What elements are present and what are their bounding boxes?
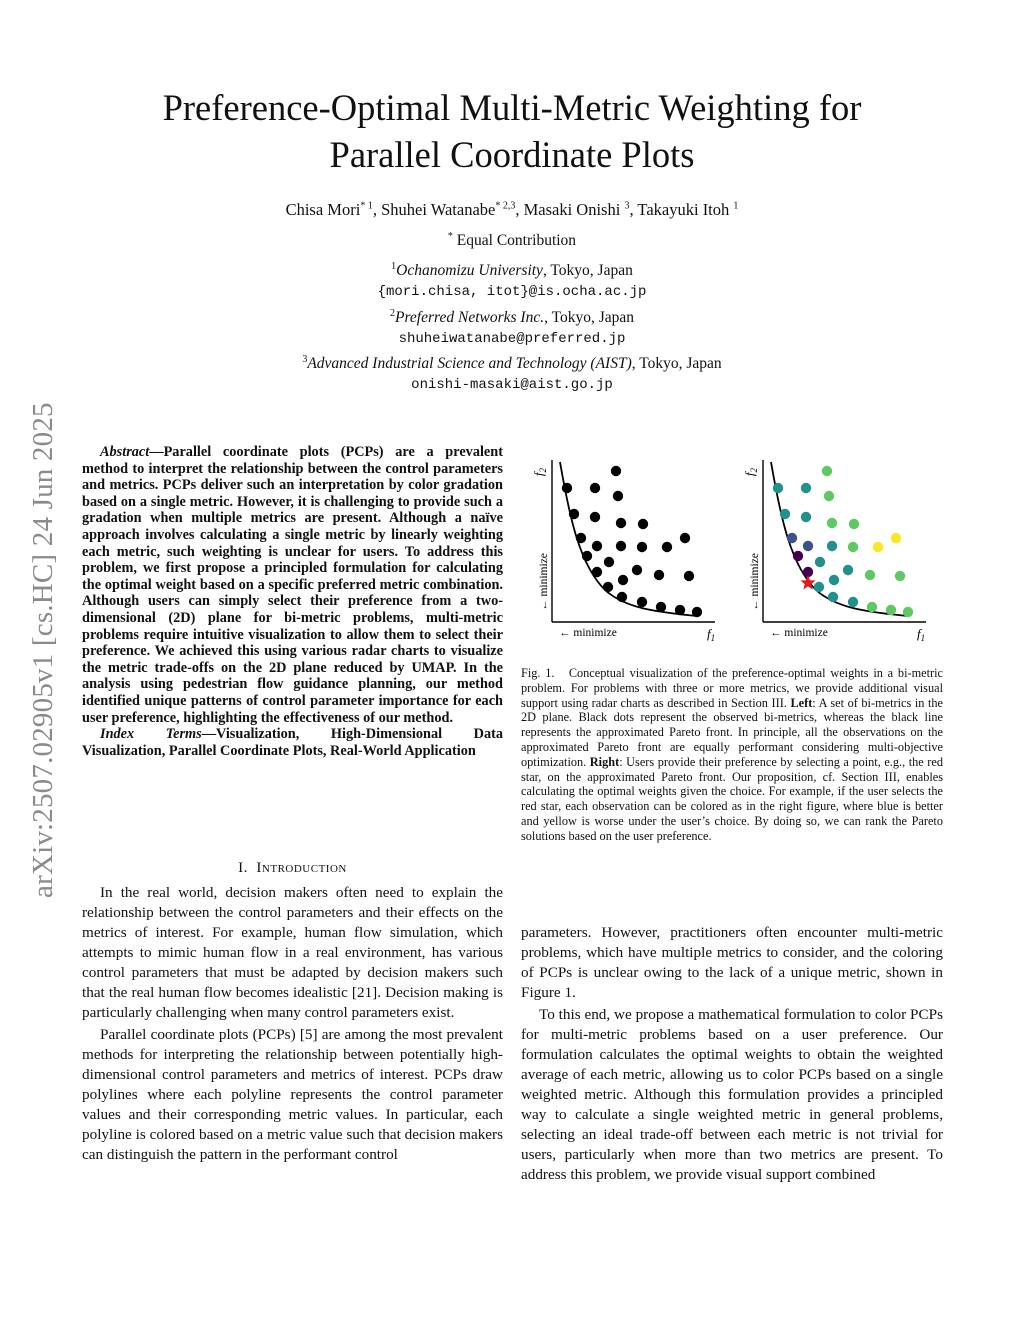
observation-dot	[590, 512, 600, 522]
colored-observation-dot	[773, 483, 783, 493]
equal-contribution-note: * Equal Contribution	[447, 230, 577, 249]
section-title: Introduction	[256, 860, 347, 876]
intro-paragraph-1: In the real world, decision makers often need to explain the relationship between the control parameters and their effects on the metrics of interest. For example, human flow simulation, which attempts to mimic human flow in a real environment, has various control parameters that must be adapted by decision makers such that the real human flow becomes idealistic [21]. Decision making is particularly challenging when many control parameters exist.	[82, 884, 503, 1021]
observation-dot	[616, 518, 626, 528]
affiliation-1-email: {mori.chisa, itot}@is.ocha.ac.jp	[377, 284, 647, 300]
observation-dot	[656, 602, 666, 612]
index-terms-paragraph	[82, 726, 503, 759]
colored-observation-dot	[827, 541, 837, 551]
left-x-minimize: ← minimize	[559, 627, 617, 639]
colored-observation-dot	[848, 597, 858, 607]
affiliation-name: Preferred Networks Inc.	[395, 309, 545, 326]
left-y-minimize: ← minimize	[538, 553, 550, 611]
title-line-2: Parallel Coordinate Plots	[329, 134, 695, 175]
colored-observation-dot	[865, 570, 875, 580]
affiliation-3-email: onishi-masaki@aist.go.jp	[411, 377, 613, 393]
observation-dot	[592, 541, 602, 551]
observation-dot	[611, 466, 621, 476]
index-terms-text: —Visualization, High-Dimensional Data Visualization, Parallel Coordinate Plots, Real-World Application	[82, 726, 503, 759]
affiliation-place: , Tokyo, Japan	[542, 262, 633, 279]
author-sup: * 2,3	[495, 200, 516, 212]
introduction-left-column	[82, 883, 503, 1167]
right-y-minimize: ← minimize	[749, 553, 761, 611]
observation-dot	[632, 565, 642, 575]
figure-right-panel	[742, 460, 926, 643]
observation-dot	[692, 607, 702, 617]
equal-contribution-text: Equal Contribution	[456, 232, 577, 249]
affiliation-number: 3	[302, 353, 308, 365]
colored-observation-dot	[895, 571, 905, 581]
colored-observation-dot	[824, 491, 834, 501]
caption-text-1: Conceptual visualization of the preference-optimal weights in a bi-metric problem. For problems with three or more metrics, we provide additional visual support using radar charts as described in Section III.	[521, 666, 943, 710]
caption-right-label: Right	[589, 754, 620, 769]
left-observations	[562, 466, 702, 617]
colored-observation-dot	[903, 607, 913, 617]
caption-label: Fig. 1.	[521, 666, 555, 680]
colored-observation-dot	[843, 565, 853, 575]
colored-observation-dot	[787, 533, 797, 543]
abstract-block	[82, 444, 503, 759]
abstract-label: Abstract	[100, 444, 150, 460]
colored-observation-dot	[814, 582, 824, 592]
colored-observation-dot	[891, 533, 901, 543]
observation-dot	[637, 542, 647, 552]
observation-dot	[662, 542, 672, 552]
colored-observation-dot	[780, 509, 790, 519]
affiliation-3	[100, 354, 924, 374]
author-name: Takayuki Itoh	[637, 200, 730, 219]
figure-1	[525, 450, 945, 650]
left-x-label: $f_1$	[707, 626, 716, 643]
colored-observation-dot	[803, 541, 813, 551]
figure-left-panel	[531, 460, 715, 643]
right-paragraph-2: To this end, we propose a mathematical formulation to color PCPs for multi-metric problems based on a user preference. Our formulation calculates the optimal weights to obtain the weighted average of each metric, allowing us to color PCPs based on a single weighted metric. Although this formulation provides a principled way to calculate a single weighted metric in general problems, selecting an ideal trade-off between each metric is not trivial for users, particularly when more than two metrics are present. To address this problem, we provide visual support combined	[521, 1006, 943, 1183]
arxiv-watermark: arXiv:2507.02905v1 [cs.HC] 24 Jun 2025	[27, 402, 59, 898]
affiliation-number: 2	[390, 307, 395, 319]
title-line-1: Preference-Optimal Multi-Metric Weighting for	[162, 87, 862, 128]
observation-dot	[603, 582, 613, 592]
right-y-label: $f_2$	[742, 467, 759, 477]
colored-observation-dot	[829, 575, 839, 585]
colored-observation-dot	[873, 542, 883, 552]
observation-dot	[613, 491, 623, 501]
colored-observation-dot	[867, 602, 877, 612]
caption-left-label: Left	[790, 695, 813, 710]
observation-dot	[675, 605, 685, 615]
affiliation-1	[100, 261, 924, 281]
observation-dot	[638, 519, 648, 529]
paper-title	[60, 84, 964, 178]
observation-dot	[569, 509, 579, 519]
affiliation-name: Advanced Industrial Science and Technology (AIST)	[307, 355, 632, 372]
colored-observation-dot	[822, 466, 832, 476]
affiliation-place: , Tokyo, Japan	[631, 355, 722, 372]
figure-1-caption	[521, 666, 943, 844]
introduction-right-column	[521, 923, 943, 1187]
colored-observation-dot	[827, 518, 837, 528]
right-paragraph-1: parameters. However, practitioners often encounter multi-metric problems, which have multiple metrics to consider, and the coloring of PCPs is unclear owing to the lack of a unique metric, shown in Figure 1.	[521, 924, 943, 1001]
observation-dot	[617, 592, 627, 602]
intro-paragraph-2: Parallel coordinate plots (PCPs) [5] are among the most prevalent methods for interpreting the relationship between potentially high-dimensional control parameters and metrics of interest. PCPs draw polylines where each polyline represents the control parameter values and their corresponding metric values. In particular, each polyline is colored based on a metric value such that decision makers can distinguish the pattern in the performant control	[82, 1026, 503, 1163]
section-number: I.	[238, 860, 248, 876]
left-y-label: $f_2$	[531, 467, 548, 477]
observation-dot	[684, 571, 694, 581]
caption-text-3: : Users provide their preference by selecting a point, e.g., the red star, on the approximated Pareto front. Our proposition, cf. Section III, enables calculating the optimal weights given the choice. For example, if the user selects the red star, each observation can be colored as in the right figure, where blue is better and yellow is worse under the user’s choice. By doing so, we can rank the Pareto solutions based on the user preference.	[521, 754, 944, 843]
affiliation-place: , Tokyo, Japan	[544, 309, 634, 326]
observation-dot	[604, 557, 614, 567]
observation-dot	[592, 567, 602, 577]
colored-observation-dot	[886, 605, 896, 615]
author-name: Masaki Onishi	[523, 200, 621, 219]
observation-dot	[680, 533, 690, 543]
colored-observation-dot	[801, 512, 811, 522]
colored-observation-dot	[801, 483, 811, 493]
observation-dot	[576, 533, 586, 543]
observation-dot	[637, 597, 647, 607]
author-sup: * 1	[360, 200, 373, 212]
observation-dot	[582, 551, 592, 561]
colored-observation-dot	[849, 519, 859, 529]
author-name: Shuhei Watanabe	[381, 200, 496, 219]
author-sup: 3	[624, 200, 630, 212]
section-heading-introduction	[82, 860, 503, 877]
colored-observation-dot	[828, 592, 838, 602]
colored-observation-dot	[848, 542, 858, 552]
affiliation-name: Ochanomizu University	[396, 262, 543, 279]
affiliation-2-email: shuheiwatanabe@preferred.jp	[398, 331, 626, 347]
right-x-minimize: ← minimize	[770, 627, 828, 639]
author-sup: 1	[733, 200, 739, 212]
index-terms-label: Index Terms	[100, 726, 202, 743]
affiliation-number: 1	[391, 260, 397, 272]
colored-observation-dot	[815, 557, 825, 567]
right-x-label: $f_1$	[917, 626, 926, 643]
right-observations	[773, 466, 913, 617]
affiliation-2	[100, 308, 924, 328]
observation-dot	[590, 483, 600, 493]
observation-dot	[562, 483, 572, 493]
colored-observation-dot	[793, 551, 803, 561]
abstract-paragraph	[82, 444, 503, 726]
observation-dot	[654, 570, 664, 580]
abstract-text: —Parallel coordinate plots (PCPs) are a prevalent method to interpret the relationship between the control parameters and metrics. PCPs deliver such an interpretation by color gradation based on a single metric. However, it is challenging to provide such a gradation when multiple metrics are present. Although a naïve approach involves calculating a single metric by linearly weighting each metric, such weighting is unclear for users. To address this problem, we first propose a principled formulation for calculating the optimal weight based on a specific preferred metric combination. Although users can simply select their preference from a two-dimensional (2D) plane for bi-metric problems, multi-metric problems require intuitive visualization to allow them to select their preference. We achieved this using various radar charts to visualize the metric trade-offs on the 2D plane reduced by UMAP. In the analysis using pedestrian flow guidance planning, our method identified unique patterns of control parameter importance for each user preference, highlighting the effectiveness of our method.	[82, 444, 503, 726]
author-name: Chisa Mori	[285, 200, 361, 219]
observation-dot	[616, 541, 626, 551]
observation-dot	[618, 575, 628, 585]
caption-text-2: : A set of bi-metrics in the 2D plane. Black dots represent the observed bi-metrics, whereas the black line represents the approximated Pareto front. In principle, all the observations on the approximated Pareto front are equally performant considering multi-objective optimization.	[521, 695, 943, 769]
author-list: Chisa Mori$^{* 1}$, Shuhei Watanabe$^{* 2,3}$, Masaki Onishi $^3$, Takayuki Itoh $^1$	[285, 200, 739, 219]
